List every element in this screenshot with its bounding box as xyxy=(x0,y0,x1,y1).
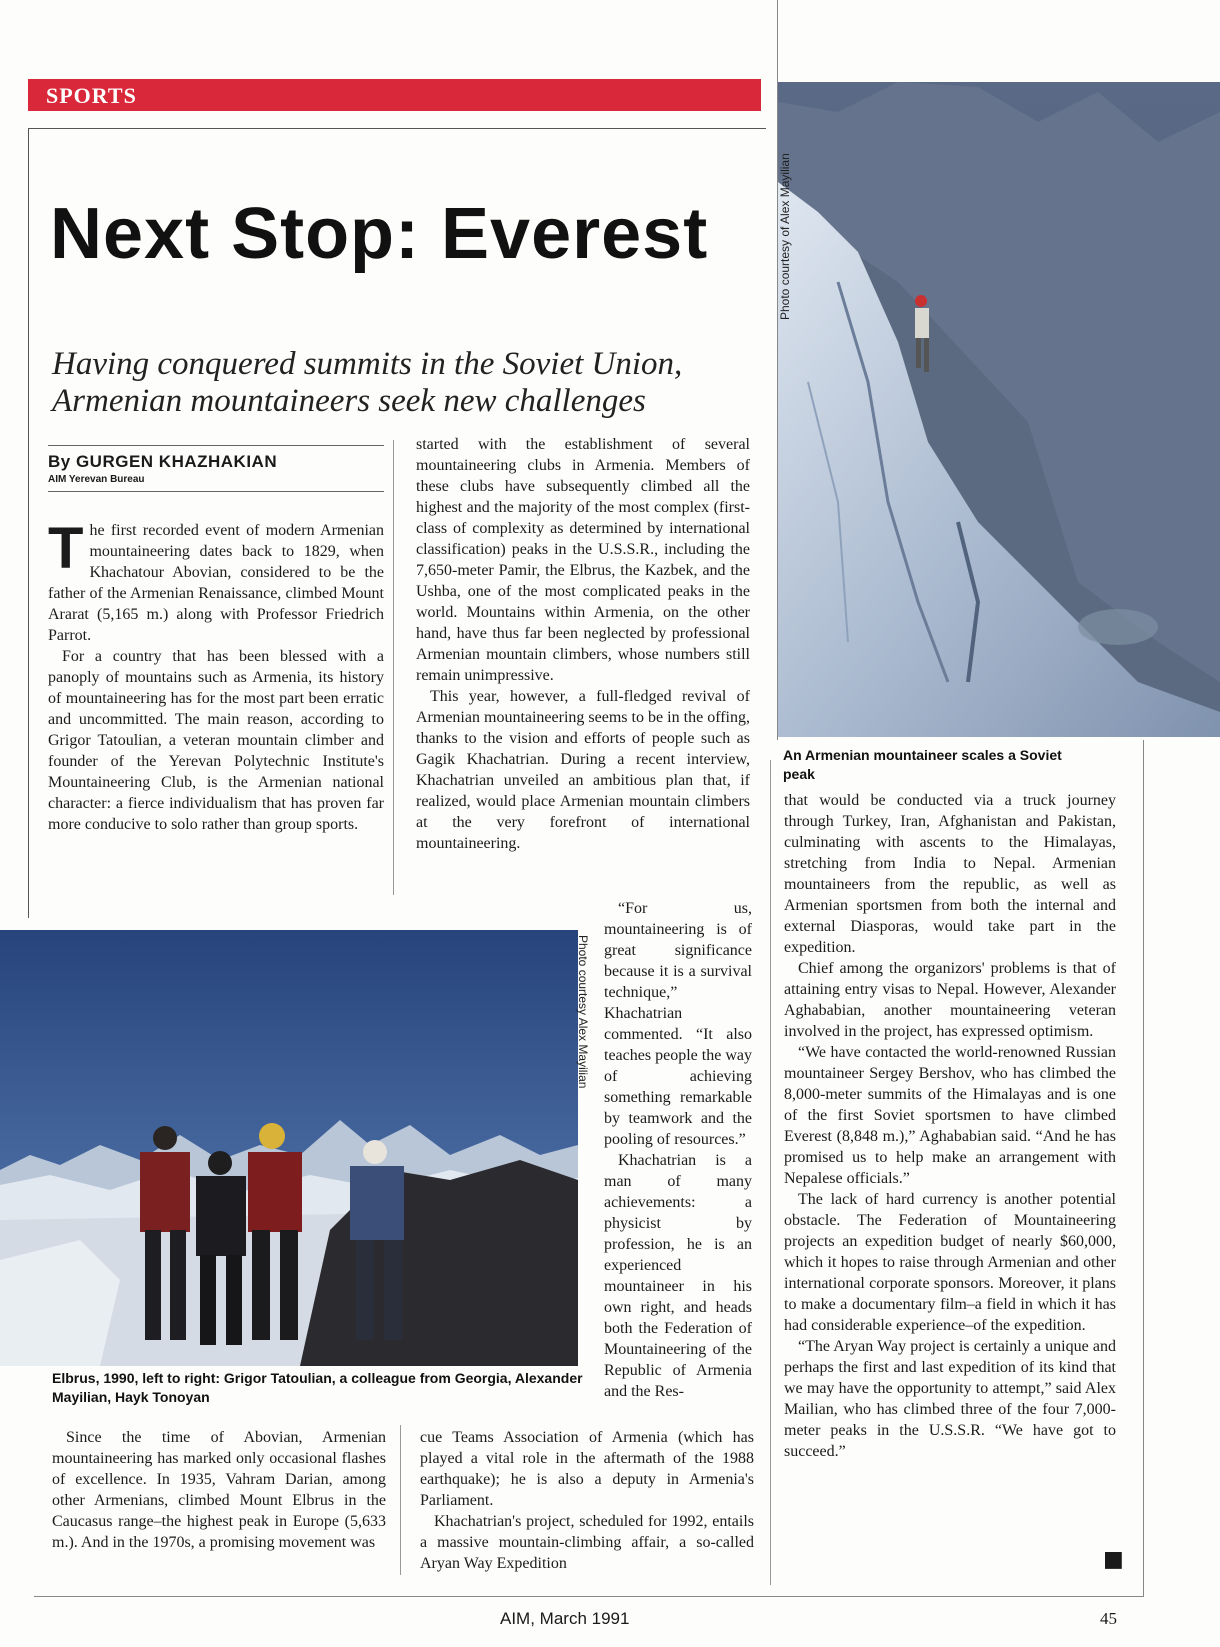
column-rule-1 xyxy=(393,440,394,895)
bottom-rule xyxy=(34,1596,1144,1597)
caption-bottom: Elbrus, 1990, left to right: Grigor Tatoulian, a colleague from Georgia, Alexander Mayilian, Hayk Tonoyan xyxy=(52,1370,583,1405)
byline-box xyxy=(48,445,384,492)
bureau: AIM Yerevan Bureau xyxy=(48,474,145,485)
column-1-bottom xyxy=(52,1427,386,1553)
paragraph: The first recorded event of modern Armenian mountaineering dates back to 1829, when Khachatour Abovian, considered to be the father of the Armenian Renaissance, climbed Mount Ararat (5,165 m.) along with Professor Friedrich Parrot. xyxy=(48,516,384,644)
photo-credit-bottom: Photo courtesy Alex Mayilian xyxy=(576,935,590,1089)
paragraph: Chief among the organizors' problems is that of attaining entry visas to Nepal. However, Alexander Aghababian, another mountaineering veteran involved in the project, has expressed optimism. xyxy=(784,960,1116,1040)
right-frame-rule xyxy=(1143,740,1144,1596)
column-2-top xyxy=(416,434,750,854)
page-number: 45 xyxy=(1100,1609,1117,1628)
paragraph: that would be conducted via a truck journey through Turkey, Iran, Afghanistan and Pakistan, culminating with ascents to the Himalayas, stretching from India to Nepal. Armenian mountaineers from the republic, as well as Armenian sportsmen from both the internal and external Diasporas, would take part in the expedition. xyxy=(784,792,1116,956)
byline: By GURGEN KHAZHAKIAN xyxy=(48,452,278,471)
drop-cap: T xyxy=(48,516,84,581)
footer-publication: AIM, March 1991 xyxy=(500,1609,630,1628)
column-2-bottom xyxy=(420,1427,754,1574)
paragraph: Khachatrian is a man of many achievements: a physicist by profession, he is an experienced mountaineer in his own right, and heads both the Federation of Mountaineering of the Republic of Armenia and the Res- xyxy=(604,1152,752,1400)
left-frame-rule xyxy=(28,128,29,918)
climber-photo xyxy=(778,82,1220,737)
photo-credit-top: Photo courtesy of Alex Mayilian xyxy=(778,153,792,320)
climber-photo-graphic xyxy=(778,82,1220,737)
elbrus-group-photo-graphic xyxy=(0,930,578,1366)
paragraph: For a country that has been blessed with a panoply of mountains such as Armenia, its history of mountaineering has for the most part been erratic and uncommitted. The main reason, according to Grigor Tatoulian, a veteran mountain climber and founder of the Yerevan Polytechnic Institute's Mountaineering Club, is the Armenian national character: a fierce individualism that has proven far more conducive to solo rather than group sports. xyxy=(48,648,384,833)
end-mark: ■ xyxy=(1103,1547,1124,1572)
column-1 xyxy=(48,516,384,835)
section-label: SPORTS xyxy=(46,83,137,108)
paragraph: This year, however, a full-fledged revival of Armenian mountaineering seems to be in the offing, thanks to the vision and efforts of people such as Gagik Khachatrian. During a recent interview, Khachatrian unveiled an ambitious plan that, if realized, would place Armenian mountain climbers at the very forefront of international mountaineering. xyxy=(416,688,750,852)
paragraph: “The Aryan Way project is certainly a unique and perhaps the first and last expedition of its kind that we may have the opportunity to attempt,” said Alex Mailian, who has climbed three of the four 7,000-meter peaks in the U.S.S.R. “We have got to succeed.” xyxy=(784,1338,1116,1460)
deck: Having conquered summits in the Soviet Union, Armenian mountaineers seek new challenges xyxy=(52,346,683,419)
elbrus-group-photo xyxy=(0,930,578,1366)
headline: Next Stop: Everest xyxy=(50,194,709,274)
top-rule xyxy=(28,128,766,129)
paragraph: “For us, mountaineering is of great significance because it is a survival technique,” Khachatrian commented. “It also teaches people the way of achieving something remarkable by teamwork and the pooling of resources.” xyxy=(604,900,752,1148)
section-bar xyxy=(28,79,761,111)
caption-top: An Armenian mountaineer scales a Soviet peak xyxy=(783,747,1062,782)
paragraph: started with the establishment of several mountaineering clubs in Armenia. Members of these clubs have subsequently climbed all the highest and the majority of the most complex (first-class of complexity as determined by international classification) peaks in the U.S.S.R., including the 7,650-meter Pamir, the Elbrus, the Kazbek, and the Ushba, one of the most complicated peaks in the world. Mountains within Armenia, on the other hand, have thus far been neglected by professional Armenian mountain climbers, whose numbers still remain unimpressive. xyxy=(416,436,750,684)
column-rule-3 xyxy=(770,760,771,1585)
paragraph: The lack of hard currency is another potential obstacle. The Federation of Mountaineering projects an expedition budget of nearly $60,000, which it hopes to raise through Armenian and other international corporate sponsors. Moreover, it plans to make a documentary film–a field in which it has had considerable experience–of the expedition. xyxy=(784,1191,1116,1334)
paragraph: cue Teams Association of Armenia (which has played a vital role in the aftermath of the 1988 earthquake); he is also a deputy in Armenia's Parliament. xyxy=(420,1429,754,1509)
column-2-narrow xyxy=(604,898,752,1402)
column-rule-bottom-1 xyxy=(400,1425,401,1575)
paragraph: “We have contacted the world-renowned Russian mountaineer Sergey Bershov, who has climbed the 8,000-meter summits of the Himalayas and is one of the first Soviet sportsmen to have climbed Everest (8,848 m.),” Aghababian said. “And he has promised us to help make an arrangement with Nepalese officials.” xyxy=(784,1044,1116,1187)
paragraph: Khachatrian's project, scheduled for 1992, entails a massive mountain-climbing affair, a so-called Aryan Way Expedition xyxy=(420,1513,754,1572)
paragraph: Since the time of Abovian, Armenian mountaineering has marked only occasional flashes of excellence. In 1935, Vahram Darian, among other Armenians, climbed Mount Elbrus in the Caucasus range–the highest peak in Europe (5,633 m.). And in the 1970s, a promising movement was xyxy=(52,1429,386,1551)
column-3 xyxy=(784,790,1116,1462)
